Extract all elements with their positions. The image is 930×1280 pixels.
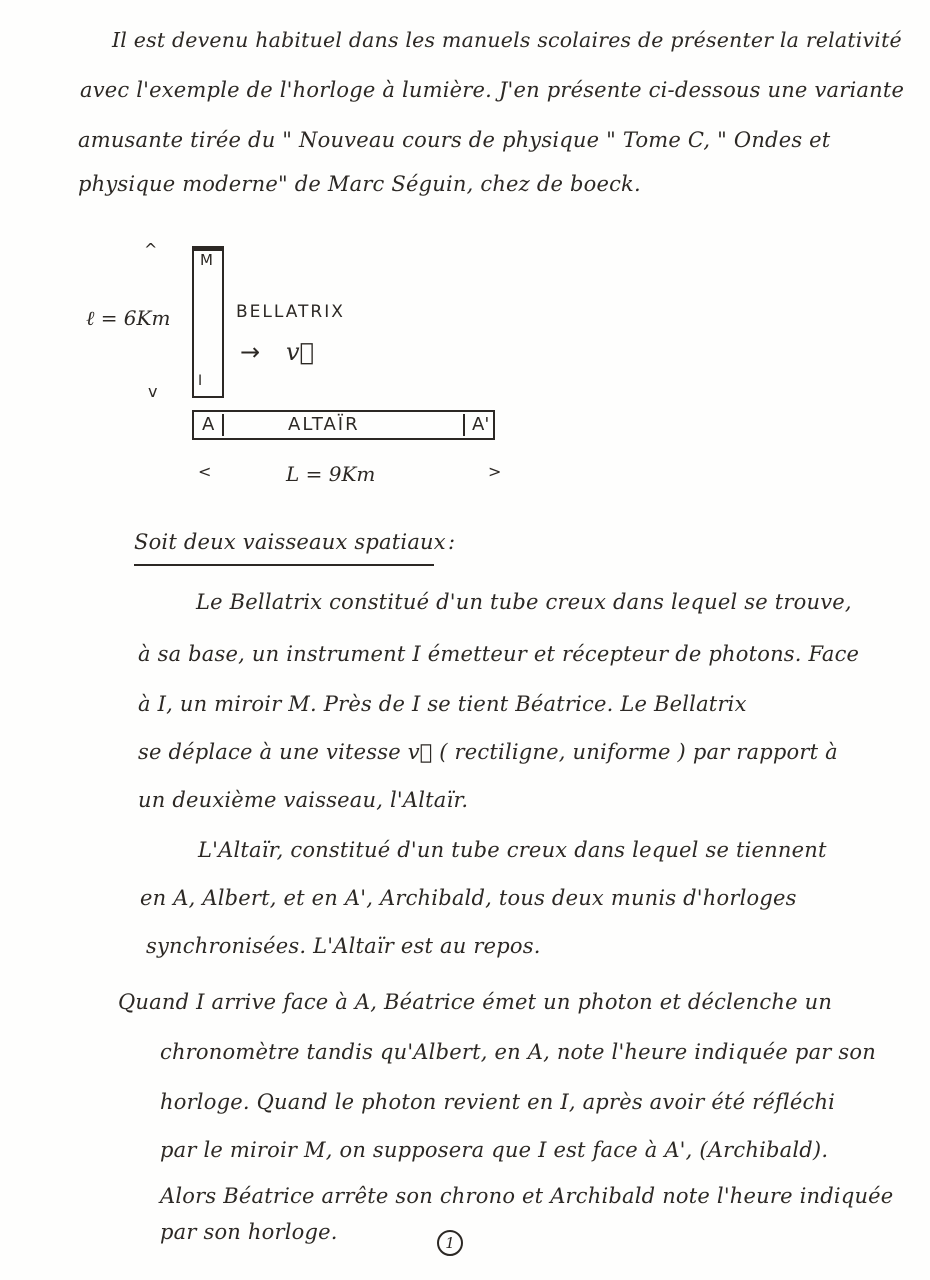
section-heading-colon: : bbox=[448, 530, 456, 554]
intro-line-1: Il est devenu habituel dans les manuels scolaires de présenter la relativité bbox=[112, 28, 902, 52]
altair-label: ALTAÏR bbox=[288, 414, 360, 435]
para2-line-2: en A, Albert, et en A', Archibald, tous deux munis d'horloges bbox=[140, 886, 797, 910]
section-heading-underline bbox=[134, 564, 434, 566]
intro-line-3: amusante tirée du " Nouveau cours de physique " Tome C, " Ondes et bbox=[78, 128, 831, 152]
instrument-label: I bbox=[198, 373, 203, 389]
para1-line-2: à sa base, un instrument I émetteur et récepteur de photons. Face bbox=[138, 642, 860, 666]
altair-tube bbox=[192, 410, 495, 440]
ell-bottom-tick: v bbox=[148, 382, 158, 401]
bellatrix-label: BELLATRIX bbox=[236, 302, 345, 322]
a-prime-label: A' bbox=[472, 414, 490, 435]
para1-line-1: Le Bellatrix constitué d'un tube creux dans lequel se trouve, bbox=[196, 590, 852, 614]
mirror-label: M bbox=[200, 251, 213, 269]
intro-line-4: physique moderne" de Marc Séguin, chez de boeck. bbox=[78, 172, 641, 196]
altair-divider-left bbox=[222, 414, 224, 436]
para1-line-5: un deuxième vaisseau, l'Altaïr. bbox=[138, 788, 469, 812]
page-number: 1 bbox=[437, 1230, 463, 1256]
big-l-right-tick: > bbox=[488, 462, 502, 481]
para3-line-4: par le miroir M, on supposera que I est face à A', (Archibald). bbox=[160, 1138, 829, 1162]
para3-line-1: Quand I arrive face à A, Béatrice émet un photon et déclenche un bbox=[118, 990, 833, 1014]
para2-line-3: synchronisées. L'Altaïr est au repos. bbox=[146, 934, 541, 958]
velocity-vector: v⃗ bbox=[286, 338, 314, 366]
big-l-left-tick: < bbox=[198, 462, 212, 481]
para1-line-4: se déplace à une vitesse v⃗ ( rectiligne, uniforme ) par rapport à bbox=[138, 740, 838, 764]
para2-line-1: L'Altaïr, constitué d'un tube creux dans lequel se tiennent bbox=[198, 838, 827, 862]
a-label: A bbox=[202, 414, 215, 435]
bellatrix-tube bbox=[192, 246, 224, 398]
ell-label: ℓ = 6Km bbox=[86, 306, 171, 330]
para3-line-6: par son horloge. bbox=[160, 1220, 338, 1244]
spaceship-diagram bbox=[60, 230, 540, 500]
big-l-label: L = 9Km bbox=[286, 462, 376, 486]
para3-line-2: chronomètre tandis qu'Albert, en A, note l'heure indiquée par son bbox=[160, 1040, 876, 1064]
section-heading: Soit deux vaisseaux spatiaux bbox=[134, 530, 446, 554]
para3-line-3: horloge. Quand le photon revient en I, après avoir été réfléchi bbox=[160, 1090, 836, 1114]
ell-top-tick: ^ bbox=[144, 240, 158, 259]
altair-divider-right bbox=[463, 414, 465, 436]
intro-line-2: avec l'exemple de l'horloge à lumière. J'en présente ci-dessous une variante bbox=[80, 78, 905, 102]
velocity-arrow: → bbox=[240, 338, 261, 366]
para1-line-3: à I, un miroir M. Près de I se tient Béatrice. Le Bellatrix bbox=[138, 692, 747, 716]
para3-line-5: Alors Béatrice arrête son chrono et Archibald note l'heure indiquée bbox=[160, 1184, 894, 1208]
